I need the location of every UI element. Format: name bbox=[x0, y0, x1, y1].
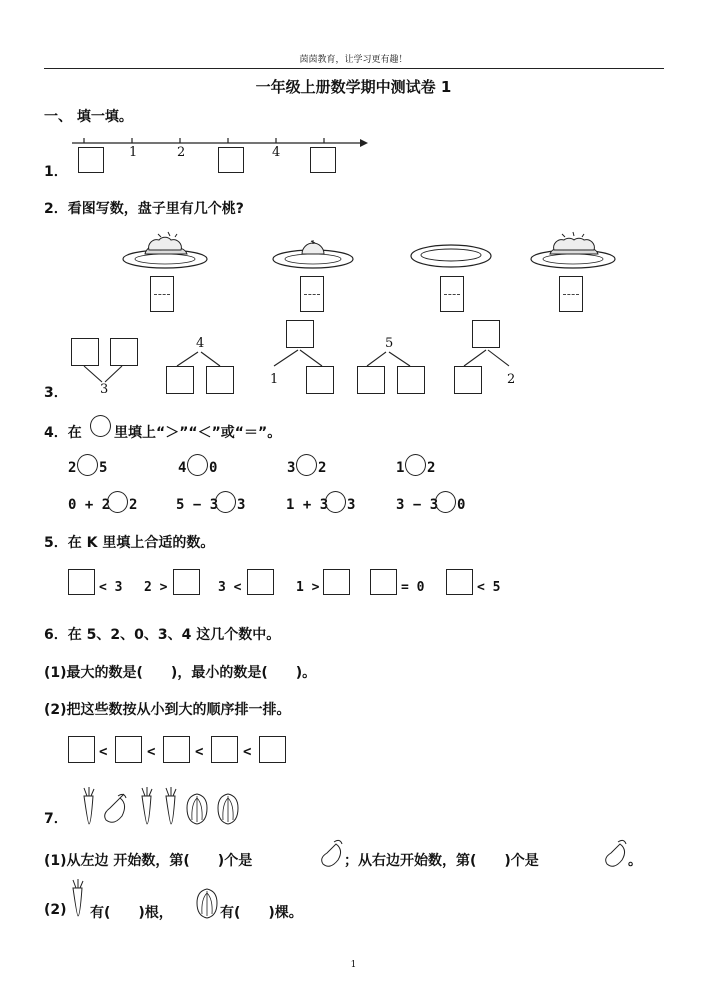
answer-box[interactable] bbox=[78, 147, 104, 173]
compare-left: 3 − 3 bbox=[396, 497, 439, 513]
page-title: 一年级上册数学期中测试卷 1 bbox=[255, 78, 452, 96]
q2-text: 2．看图写数，盘子里有几个桃? bbox=[44, 201, 244, 217]
compare-circle[interactable] bbox=[215, 491, 236, 513]
cabbage-icon bbox=[194, 886, 220, 920]
less-than-sign: < bbox=[243, 744, 252, 760]
bond-number: 5 bbox=[385, 336, 394, 351]
answer-box[interactable] bbox=[247, 569, 274, 595]
compare-circle[interactable] bbox=[107, 491, 128, 513]
answer-box[interactable] bbox=[440, 276, 464, 312]
answer-box[interactable] bbox=[68, 569, 95, 595]
page-number: 1 bbox=[350, 960, 357, 970]
answer-box[interactable] bbox=[259, 736, 286, 763]
compare-right: 5 bbox=[99, 460, 108, 476]
answer-box[interactable] bbox=[68, 736, 95, 763]
tick-label: 4 bbox=[272, 145, 281, 160]
compare-left: 3 bbox=[287, 460, 296, 476]
compare-circle[interactable] bbox=[77, 454, 98, 476]
inequality-text: 1 > bbox=[296, 580, 320, 595]
answer-box[interactable] bbox=[71, 338, 99, 366]
q7-carrot-count: 有( )根， bbox=[90, 905, 173, 921]
answer-box[interactable] bbox=[150, 276, 174, 312]
compare-right: 2 bbox=[427, 460, 436, 476]
compare-circle[interactable] bbox=[325, 491, 346, 513]
eggplant-icon bbox=[318, 836, 346, 870]
answer-box[interactable] bbox=[370, 569, 397, 595]
answer-box[interactable] bbox=[206, 366, 234, 394]
plate-with-peaches-icon bbox=[120, 226, 210, 272]
inequality-text: < 5 bbox=[477, 580, 501, 595]
answer-box[interactable] bbox=[397, 366, 425, 394]
plate-with-peaches-icon bbox=[528, 224, 618, 272]
answer-box[interactable] bbox=[559, 276, 583, 312]
q6-text: 6．在 5、2、0、3、4 这几个数中。 bbox=[44, 627, 281, 643]
answer-box[interactable] bbox=[357, 366, 385, 394]
carrot-icon bbox=[160, 786, 180, 826]
compare-right: 0 bbox=[209, 460, 218, 476]
less-than-sign: < bbox=[147, 744, 156, 760]
answer-box[interactable] bbox=[115, 736, 142, 763]
section-heading: 一、 填一填。 bbox=[44, 109, 133, 125]
comparison-circle-icon bbox=[90, 415, 111, 437]
answer-box[interactable] bbox=[306, 366, 334, 394]
inequality-text: 3 < bbox=[218, 580, 242, 595]
q7-cabbage-count: 有( )棵。 bbox=[220, 905, 303, 921]
q7-part2-label: (2) bbox=[44, 902, 67, 918]
q4-instruction: 里填上“＞”“＜”或“＝”。 bbox=[114, 425, 282, 441]
q3-number: 3． bbox=[44, 385, 68, 401]
compare-right: 3 bbox=[237, 497, 246, 513]
compare-right: 3 bbox=[347, 497, 356, 513]
compare-left: 4 bbox=[178, 460, 187, 476]
answer-box[interactable] bbox=[211, 736, 238, 763]
tick-label: 2 bbox=[177, 145, 186, 160]
tick-label: 1 bbox=[129, 145, 138, 160]
compare-left: 1 + 3 bbox=[286, 497, 329, 513]
bond-number: 2 bbox=[507, 372, 516, 387]
answer-box[interactable] bbox=[166, 366, 194, 394]
compare-right: 2 bbox=[129, 497, 138, 513]
inequality-text: = 0 bbox=[401, 580, 425, 595]
empty-plate-icon bbox=[408, 226, 494, 272]
bond-number: 4 bbox=[196, 336, 205, 351]
plate-with-peach-icon bbox=[270, 226, 356, 272]
header-divider bbox=[44, 68, 664, 69]
carrot-icon bbox=[78, 786, 98, 826]
bond-number: 1 bbox=[270, 372, 279, 387]
answer-box[interactable] bbox=[110, 338, 138, 366]
answer-box[interactable] bbox=[173, 569, 200, 595]
compare-circle[interactable] bbox=[187, 454, 208, 476]
answer-box[interactable] bbox=[310, 147, 336, 173]
q4-text: 4．在 bbox=[44, 425, 82, 441]
answer-box[interactable] bbox=[446, 569, 473, 595]
less-than-sign: < bbox=[99, 744, 108, 760]
q7-part1-right: ；从右边开始数，第( )个是 bbox=[344, 853, 539, 869]
q6-part1: (1)最大的数是( )，最小的数是( )。 bbox=[44, 665, 317, 681]
inequality-text: < 3 bbox=[99, 580, 123, 595]
eggplant-icon bbox=[602, 836, 630, 870]
bond-number: 3 bbox=[100, 382, 109, 397]
q6-part2: (2)把这些数按从小到大的顺序排一排。 bbox=[44, 702, 291, 718]
carrot-icon bbox=[136, 786, 156, 826]
compare-left: 1 bbox=[396, 460, 405, 476]
compare-right: 2 bbox=[318, 460, 327, 476]
q1-number: 1． bbox=[44, 164, 68, 180]
cabbage-icon bbox=[183, 790, 211, 826]
q7-part1-left: (1)从左边 开始数，第( )个是 bbox=[44, 853, 253, 869]
compare-circle[interactable] bbox=[405, 454, 426, 476]
carrot-icon bbox=[68, 878, 86, 918]
answer-box[interactable] bbox=[323, 569, 350, 595]
inequality-text: 2 > bbox=[144, 580, 168, 595]
answer-box[interactable] bbox=[300, 276, 324, 312]
cabbage-icon bbox=[214, 790, 242, 826]
less-than-sign: < bbox=[195, 744, 204, 760]
answer-box[interactable] bbox=[286, 320, 314, 348]
compare-right: 0 bbox=[457, 497, 466, 513]
answer-box[interactable] bbox=[472, 320, 500, 348]
compare-left: 2 bbox=[68, 460, 77, 476]
answer-box[interactable] bbox=[163, 736, 190, 763]
compare-left: 5 − 3 bbox=[176, 497, 219, 513]
q7-part1-end: 。 bbox=[628, 853, 642, 869]
q5-text: 5．在 K 里填上合适的数。 bbox=[44, 535, 215, 551]
answer-box[interactable] bbox=[454, 366, 482, 394]
compare-circle[interactable] bbox=[435, 491, 456, 513]
page-header-tagline: 茵茵教育，让学习更有趣！ bbox=[299, 55, 408, 65]
answer-box[interactable] bbox=[218, 147, 244, 173]
eggplant-icon bbox=[100, 790, 130, 826]
compare-circle[interactable] bbox=[296, 454, 317, 476]
q7-number: 7． bbox=[44, 811, 68, 827]
compare-left: 0 + 2 bbox=[68, 497, 111, 513]
